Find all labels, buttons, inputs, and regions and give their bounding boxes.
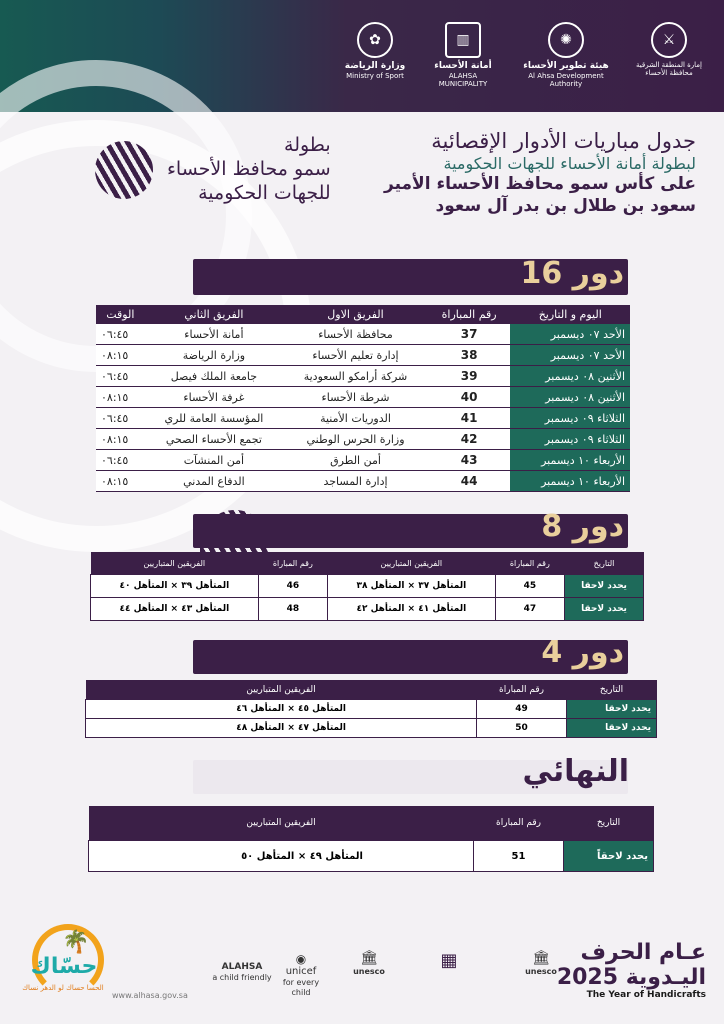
- match-teams: المتأهل ٤٩ × المتأهل ٥٠: [89, 841, 474, 872]
- ministry-sport-icon: ✿: [357, 22, 393, 58]
- match-date: الأثنين ٠٨ ديسمبر: [510, 366, 630, 387]
- team-one: إدارة تعليم الأحساء: [283, 345, 428, 366]
- match-time: ٠٦:٤٥: [96, 450, 145, 471]
- team-one: شركة أرامكو السعودية: [283, 366, 428, 387]
- team-two: وزارة الرياضة: [145, 345, 284, 366]
- match-teams: المتأهل ٣٩ × المتأهل ٤٠: [91, 575, 259, 598]
- match-number: 41: [428, 408, 511, 429]
- logo-name: وزارة الرياضة: [344, 61, 406, 71]
- match-teams: المتأهل ٤١ × المتأهل ٤٢: [328, 598, 496, 621]
- match-number: 49: [477, 700, 567, 719]
- year-line: اليـدوية 2025: [556, 965, 706, 990]
- table-row: [91, 598, 644, 621]
- match-number: 47: [495, 598, 564, 621]
- hasak-name: حسّاك: [30, 954, 98, 979]
- match-date: يحدد لاحقا: [567, 700, 657, 719]
- match-number: 45: [495, 575, 564, 598]
- alahsa-sub: a child friendly: [212, 972, 272, 982]
- team-one: أمن الطرق: [283, 450, 428, 471]
- brand-text: [167, 134, 331, 205]
- header-logo: [516, 22, 616, 89]
- match-date: الأثنين ٠٨ ديسمبر: [510, 387, 630, 408]
- team-two: أمن المنشآت: [145, 450, 284, 471]
- tourism-icon: ▦: [440, 950, 458, 971]
- column-header: الفريقين المتباريين: [89, 806, 474, 841]
- year-of-handicrafts: [557, 940, 706, 1000]
- website-link[interactable]: [112, 991, 188, 1000]
- match-number: 48: [258, 598, 327, 621]
- match-number: 46: [258, 575, 327, 598]
- match-time: ٠٨:١٥: [96, 471, 145, 492]
- table-row: [86, 719, 657, 738]
- match-teams: المتأهل ٣٧ × المتأهل ٣٨: [328, 575, 496, 598]
- match-time: ٠٨:١٥: [96, 345, 145, 366]
- team-one: الدوريات الأمنية: [283, 408, 428, 429]
- unicef-sub: for every child: [282, 978, 320, 997]
- match-date: الأحد ٠٧ ديسمبر: [510, 324, 630, 345]
- table-row: [89, 841, 654, 872]
- unesco-icon: 🏛: [360, 950, 378, 966]
- team-two: الدفاع المدني: [145, 471, 284, 492]
- match-teams: المتأهل ٤٥ × المتأهل ٤٦: [86, 700, 477, 719]
- logo-sub: Al Ahsa Development Authority: [528, 71, 604, 89]
- logo-sub: ALAHSA MUNICIPALITY: [438, 71, 488, 89]
- logo-sub: إمارة المنطقة الشرقية محافظة الأحساء: [636, 61, 702, 78]
- header-logo: [428, 22, 498, 89]
- column-header: رقم المباراة: [258, 552, 327, 575]
- heading-line: لبطولة أمانة الأحساء للجهات الحكومية: [443, 154, 696, 174]
- match-time: ٠٦:٤٥: [96, 366, 145, 387]
- heading-line: جدول مباريات الأدوار الإقصائية: [431, 129, 696, 153]
- match-number: 38: [428, 345, 511, 366]
- team-one: إدارة المساجد: [283, 471, 428, 492]
- round16-table: [96, 305, 630, 492]
- table-row: [96, 324, 630, 345]
- match-number: 40: [428, 387, 511, 408]
- column-header: الوقت: [96, 305, 145, 324]
- hasak-slogan: الحسا حساك لو الدهر نساك: [22, 984, 104, 992]
- column-header: رقم المباراة: [477, 680, 567, 700]
- final-table: [88, 806, 654, 872]
- tournament-brand: [95, 134, 331, 205]
- round4-table: [85, 680, 657, 738]
- column-header: رقم المباراة: [474, 806, 564, 841]
- match-date: الأحد ٠٧ ديسمبر: [510, 345, 630, 366]
- table-row: [96, 387, 630, 408]
- team-two: جامعة الملك فيصل: [145, 366, 284, 387]
- unicef-icon: ◉: [295, 952, 307, 966]
- match-number: 50: [477, 719, 567, 738]
- year-line: عـام الحرف: [580, 940, 706, 965]
- heading-line: سعود بن طلال بن بدر آل سعود: [435, 195, 696, 216]
- match-time: ٠٦:٤٥: [96, 408, 145, 429]
- match-time: ٠٦:٤٥: [96, 324, 145, 345]
- match-time: ٠٨:١٥: [96, 387, 145, 408]
- logo-name: أمانة الأحساء: [434, 61, 492, 71]
- table-row: [96, 408, 630, 429]
- round8-title: دور 8: [541, 509, 624, 544]
- column-header: اليوم و التاريخ: [510, 305, 630, 324]
- table-row: [96, 471, 630, 492]
- match-number: 42: [428, 429, 511, 450]
- brand-line: سمو محافظ الأحساء: [167, 157, 331, 180]
- unicef-logo: [276, 952, 326, 998]
- unesco-name: unesco: [353, 966, 385, 976]
- column-header: التاريخ: [564, 806, 654, 841]
- table-row: [96, 345, 630, 366]
- match-teams: المتأهل ٤٧ × المتأهل ٤٨: [86, 719, 477, 738]
- logo-sub: Ministry of Sport: [346, 71, 404, 80]
- unesco-name: unesco: [525, 966, 557, 976]
- round8-table: [90, 552, 644, 621]
- team-two: غرفة الأحساء: [145, 387, 284, 408]
- hasak-logo: [20, 918, 106, 998]
- palm-icon: 🌴: [62, 930, 90, 955]
- match-number: 39: [428, 366, 511, 387]
- logo-name: هيئة تطوير الأحساء: [523, 61, 609, 71]
- match-number: 51: [474, 841, 564, 872]
- header-logo: [340, 22, 410, 80]
- alahsa-name: ALAHSA: [221, 962, 263, 972]
- table-row: [91, 575, 644, 598]
- page-heading: [384, 128, 696, 217]
- table-row: [86, 700, 657, 719]
- header-logos: [340, 22, 704, 89]
- table-row: [96, 450, 630, 471]
- match-teams: المتأهل ٤٣ × المتأهل ٤٤: [91, 598, 259, 621]
- column-header: الفريقين المتباريين: [91, 552, 259, 575]
- unesco-heritage-logo: [334, 950, 404, 976]
- table-row: [96, 366, 630, 387]
- match-date: الثلاثاء ٠٩ ديسمبر: [510, 429, 630, 450]
- column-header: الفريق الثاني: [145, 305, 284, 324]
- team-one: شرطة الأحساء: [283, 387, 428, 408]
- column-header: التاريخ: [567, 680, 657, 700]
- match-number: 37: [428, 324, 511, 345]
- alahsa-development-icon: ✺: [548, 22, 584, 58]
- website-text: www.alhasa.gov.sa: [112, 991, 188, 1000]
- heading-line: على كأس سمو محافظ الأحساء الأمير: [384, 174, 696, 195]
- team-two: المؤسسة العامة للري: [145, 408, 284, 429]
- column-header: الفريقين المتباريين: [328, 552, 496, 575]
- alahsa-logo: [212, 962, 272, 982]
- round4-title: دور 4: [541, 635, 624, 670]
- year-english: The Year of Handicrafts: [586, 990, 706, 1000]
- header-logo: [634, 22, 704, 78]
- brand-line: للجهات الحكومية: [198, 181, 331, 204]
- match-date: يحدد لاحقا: [567, 719, 657, 738]
- column-header: الفريقين المتباريين: [86, 680, 477, 700]
- match-date: الأربعاء ١٠ ديسمبر: [510, 471, 630, 492]
- column-header: الفريق الاول: [283, 305, 428, 324]
- column-header: رقم المباراة: [495, 552, 564, 575]
- column-header: رقم المباراة: [428, 305, 511, 324]
- brand-line: بطولة: [284, 134, 331, 156]
- match-number: 44: [428, 471, 511, 492]
- arab-tourism-logo: [414, 950, 484, 972]
- unesco-creative-icon: 🏛: [532, 950, 550, 966]
- team-two: تجمع الأحساء الصحي: [145, 429, 284, 450]
- unicef-name: unicef: [285, 966, 317, 978]
- column-header: التاريخ: [565, 552, 644, 575]
- team-two: أمانة الأحساء: [145, 324, 284, 345]
- match-time: ٠٨:١٥: [96, 429, 145, 450]
- final-title: النهائي: [522, 754, 629, 789]
- saudi-emblem-icon: ⚔: [651, 22, 687, 58]
- municipality-icon: ▥: [445, 22, 481, 58]
- match-date: يحدد لاحقاً: [564, 841, 654, 872]
- match-date: يحدد لاحقا: [565, 575, 644, 598]
- team-one: وزارة الحرس الوطني: [283, 429, 428, 450]
- round16-title: دور 16: [520, 256, 624, 291]
- team-one: محافظة الأحساء: [283, 324, 428, 345]
- match-date: الثلاثاء ٠٩ ديسمبر: [510, 408, 630, 429]
- match-date: يحدد لاحقا: [565, 598, 644, 621]
- match-date: الأربعاء ١٠ ديسمبر: [510, 450, 630, 471]
- table-row: [96, 429, 630, 450]
- ball-logo-icon: [95, 141, 153, 199]
- match-number: 43: [428, 450, 511, 471]
